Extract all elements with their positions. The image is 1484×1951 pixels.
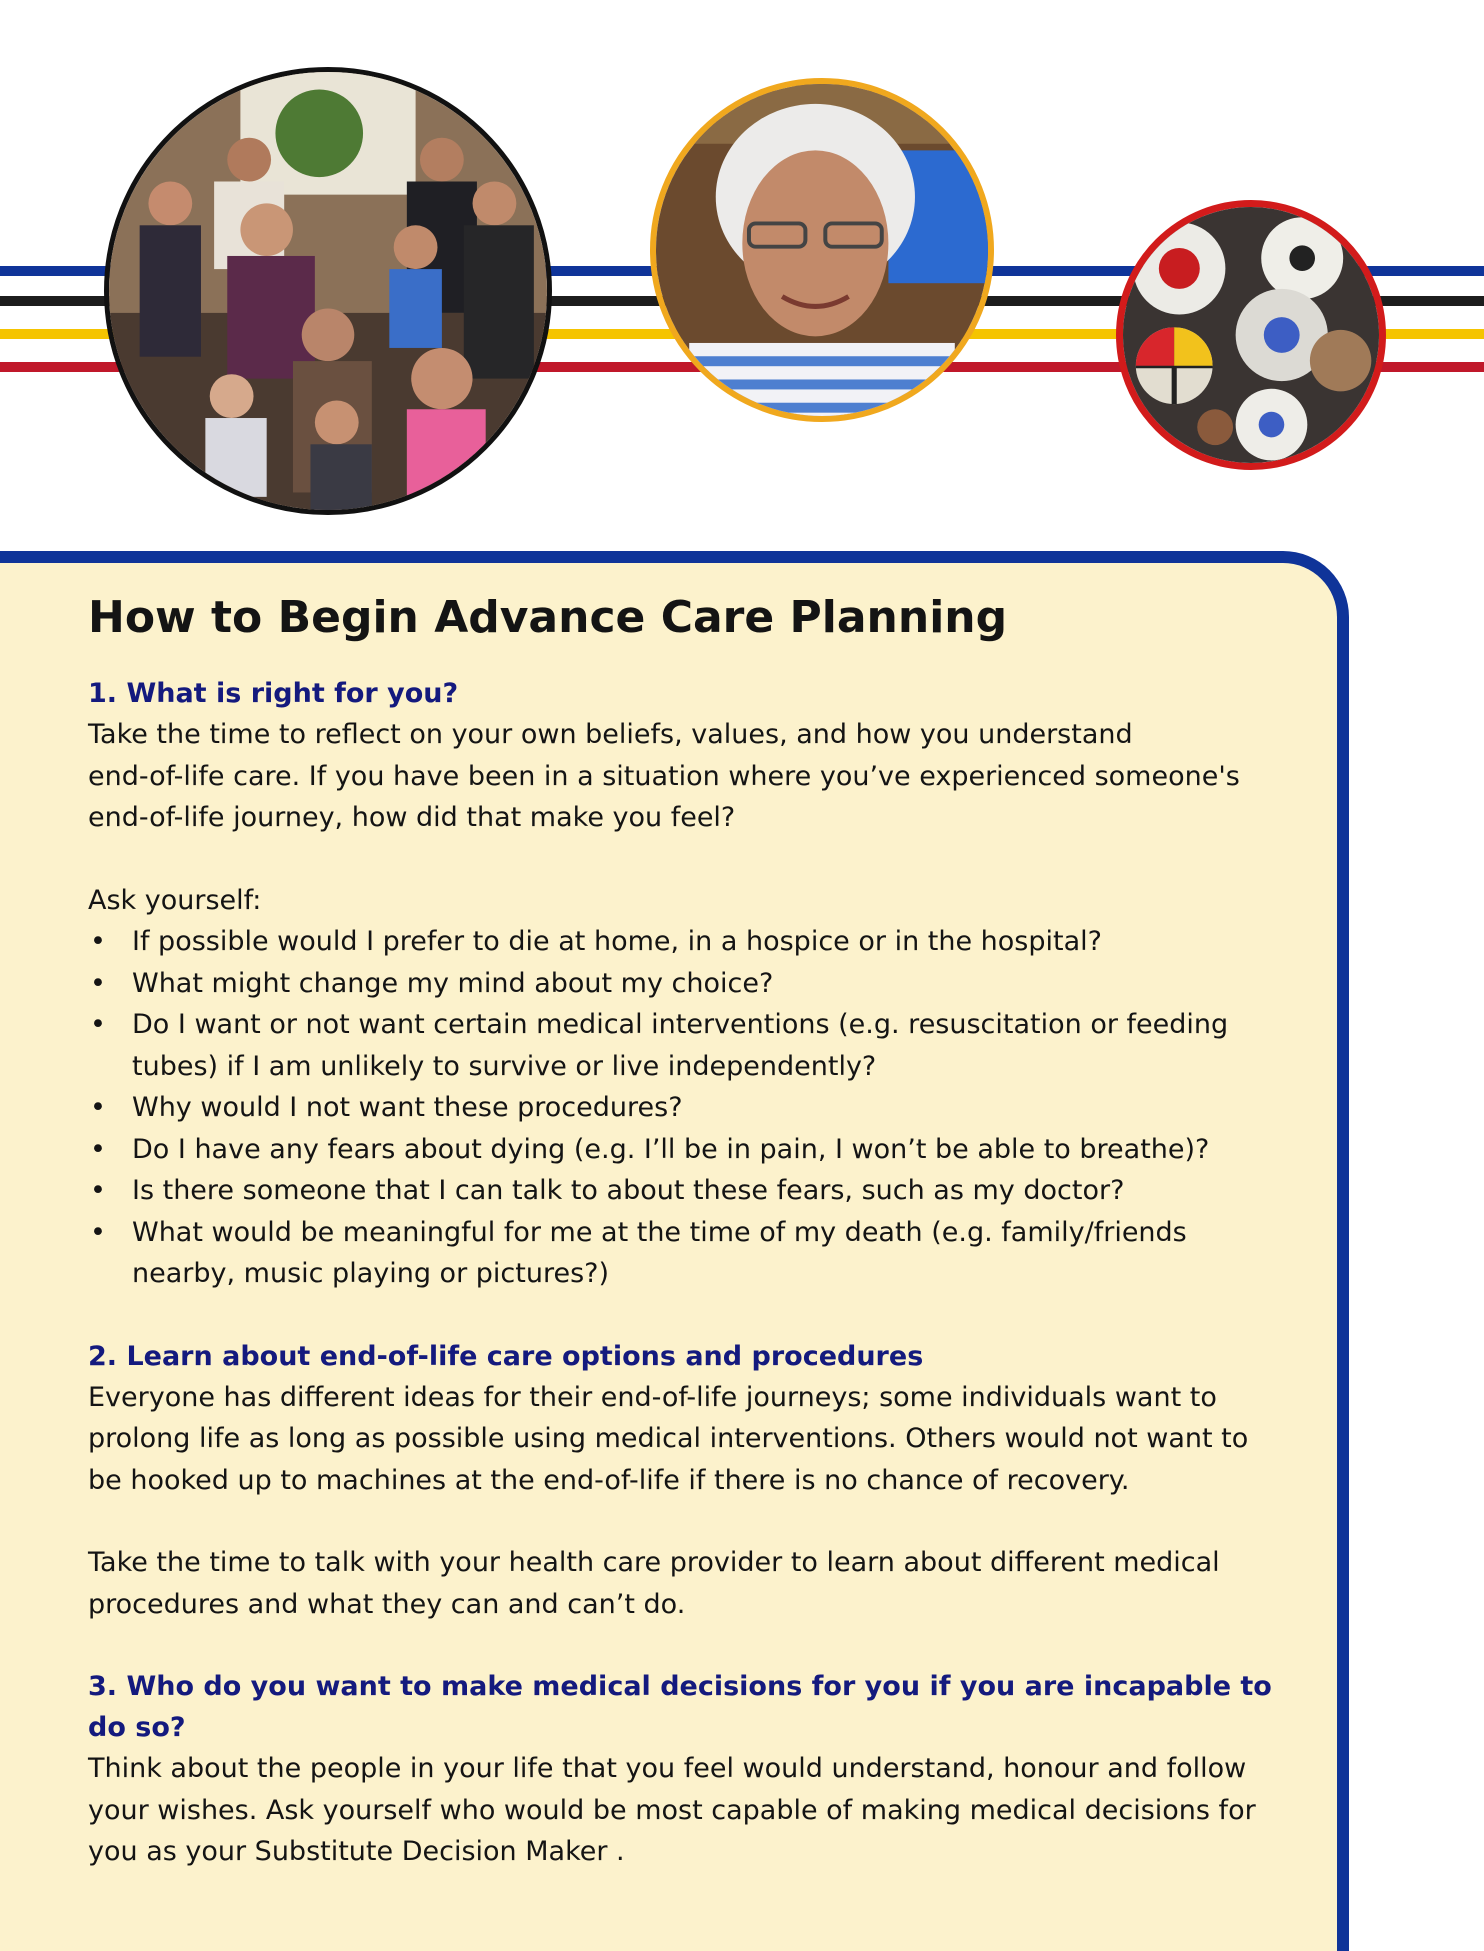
bullet-icon: • [90, 967, 106, 999]
section-3-line-1: Think about the people in your life that you feel would understand, honour and follow [88, 1753, 1247, 1784]
list-item [88, 1129, 1318, 1171]
list-item [88, 963, 1318, 1005]
bullet-icon: • [90, 1216, 106, 1248]
section-2-line-5: procedures and what they can and can’t do. [88, 1588, 686, 1620]
bullet-icon: • [90, 1133, 106, 1165]
section-1-heading: 1. What is right for you? [88, 678, 459, 709]
list-item [88, 1004, 1318, 1087]
section-3-heading: 3. Who do you want to make medical decisions for you if you are incapable to do so? [88, 1671, 1272, 1743]
spacer [88, 1625, 1318, 1666]
page-title: How to Begin Advance Care Planning [88, 592, 1008, 643]
ask-yourself-label: Ask yourself: [88, 884, 262, 916]
question-text-continued: nearby, music playing or pictures?) [132, 1258, 609, 1289]
list-item [88, 1212, 1318, 1295]
question-text: Why would I not want these procedures? [132, 1092, 683, 1123]
section-1-line-3: end-of-life journey, how did that make you feel? [88, 802, 736, 833]
section-2-line-1: Everyone has different ideas for their end-of-life journeys; some individuals want to [88, 1381, 1217, 1413]
question-text: Do I want or not want certain medical interventions (e.g. resuscitation or feeding [132, 1009, 1229, 1040]
family-group-photo [104, 67, 552, 515]
question-list [88, 921, 1318, 1295]
bullet-icon: • [90, 1092, 106, 1123]
beaded-baskets-photo [1116, 200, 1386, 470]
document-body [88, 590, 1318, 1873]
question-text-continued: tubes) if I am unlikely to survive or live independently? [132, 1050, 877, 1082]
list-item [88, 1170, 1318, 1212]
bullet-icon: • [90, 926, 106, 957]
section-2-heading: 2. Learn about end-of-life care options and procedures [88, 1340, 924, 1372]
question-text: If possible would I prefer to die at home, in a hospice or in the hospital? [132, 926, 1102, 957]
section-3-line-2: your wishes. Ask yourself who would be most capable of making medical decisions for [88, 1794, 1256, 1826]
question-text: What might change my mind about my choice? [132, 967, 774, 999]
list-item [88, 921, 1318, 963]
spacer [88, 1501, 1318, 1542]
elder-portrait-photo [650, 78, 994, 422]
question-text: What would be meaningful for me at the time of my death (e.g. family/friends [132, 1216, 1187, 1248]
header-banner [0, 0, 1484, 540]
bullet-icon: • [90, 1009, 106, 1040]
section-2-line-2: prolong life as long as possible using medical interventions. Others would not want to [88, 1423, 1249, 1454]
section-3-line-3: you as your Substitute Decision Maker . [88, 1836, 625, 1867]
section-2-line-3: be hooked up to machines at the end-of-life if there is no chance of recovery. [88, 1464, 1130, 1496]
section-1-line-1: Take the time to reflect on your own beliefs, values, and how you understand [88, 719, 1133, 750]
bullet-icon: • [90, 1175, 106, 1206]
question-text: Is there someone that I can talk to about these fears, such as my doctor? [132, 1175, 1125, 1206]
spacer [88, 1295, 1318, 1336]
section-1-line-2: end-of-life care. If you have been in a situation where you’ve experienced someone's [88, 760, 1240, 792]
section-2-line-4: Take the time to talk with your health care provider to learn about different medical [88, 1547, 1220, 1578]
spacer [88, 839, 1318, 880]
list-item [88, 1087, 1318, 1129]
question-text: Do I have any fears about dying (e.g. I’ll be in pain, I won’t be able to breathe)? [132, 1133, 1210, 1165]
